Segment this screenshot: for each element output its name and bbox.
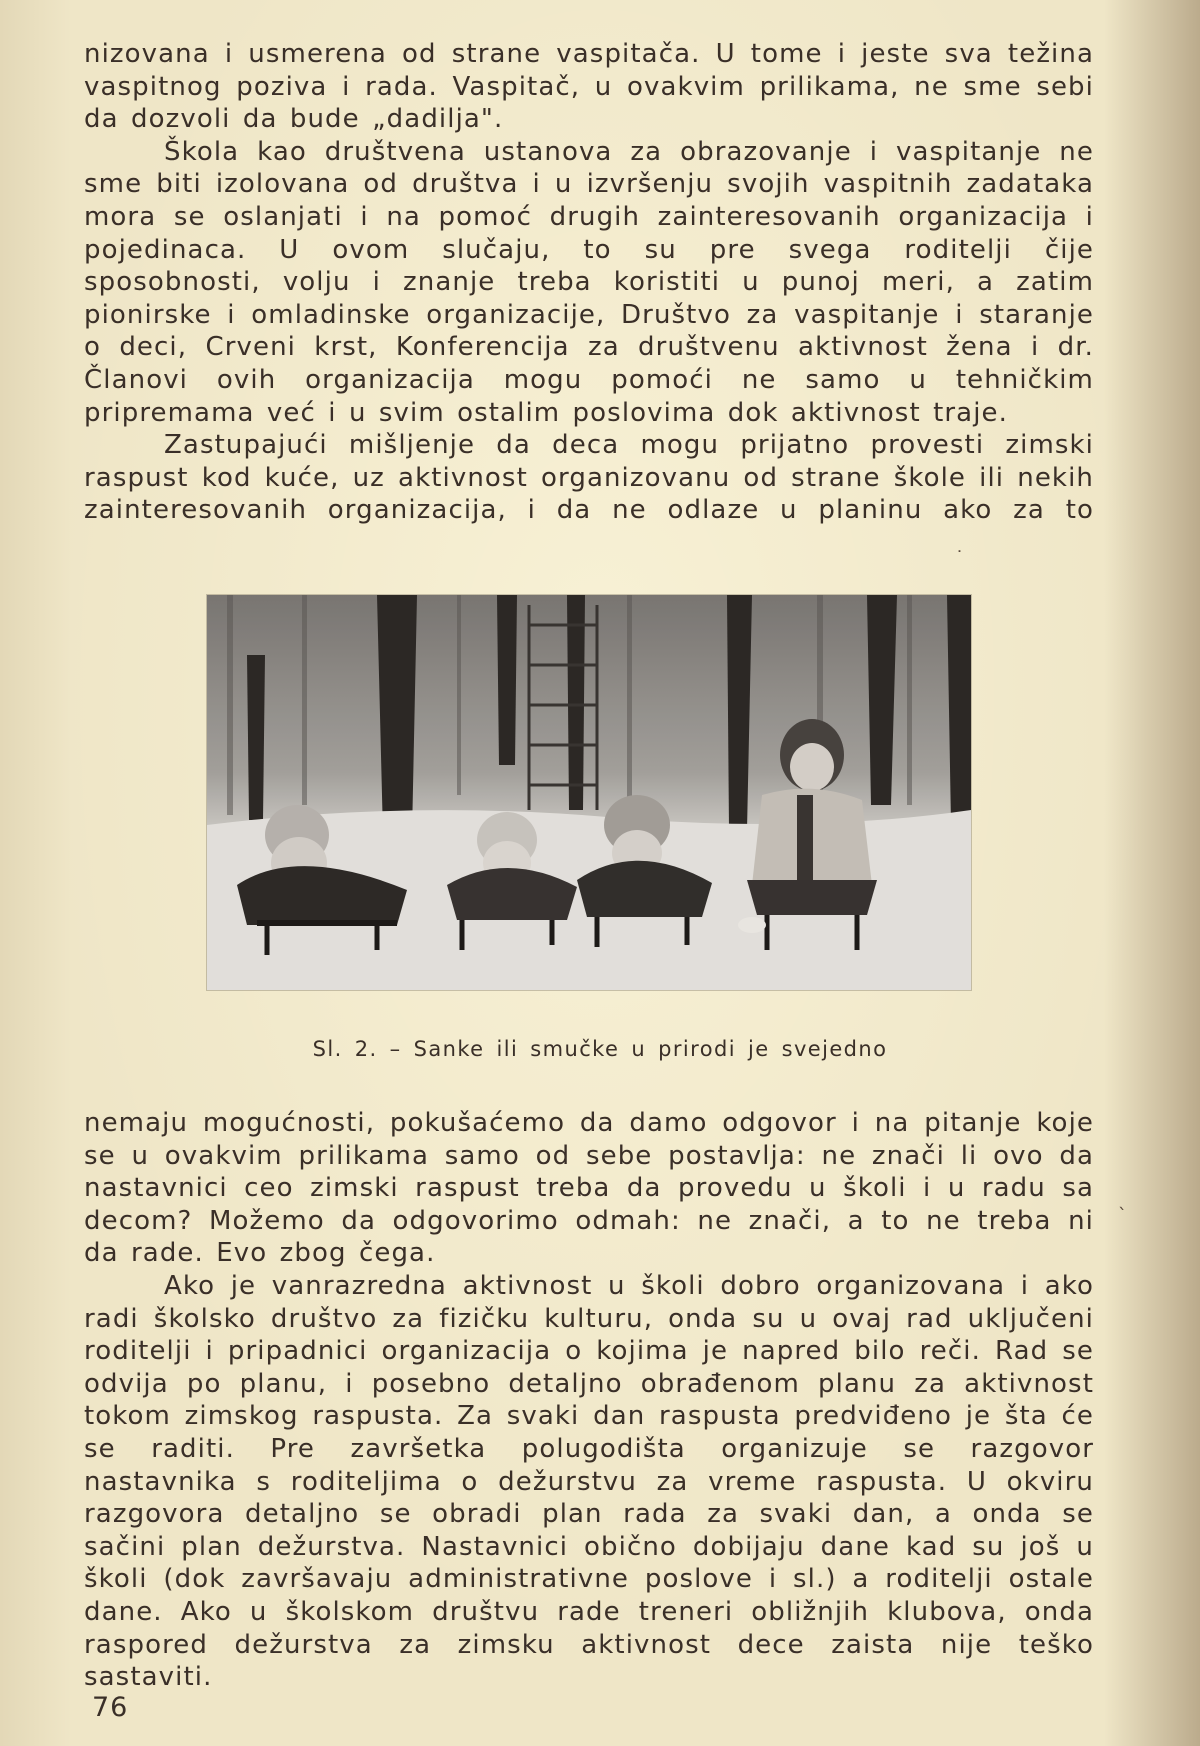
photo-children-sledding [207, 595, 971, 990]
page-number: 76 [92, 1692, 129, 1723]
paragraph: nizovana i usmerena od strane vaspitača. U tome i jeste sva težina vaspitnog poziva i rada. Vaspitač, u ovakvim prilikama, ne sme sebi da dozvoli da bude „dadilja". [84, 39, 1094, 135]
paragraph: nemaju mogućnosti, pokušaćemo da damo odgovor i na pitanje koje se u ovakvim prilikama samo od sebe postavlja: ne znači li ovo da nastavnici ceo zimski raspust treba da provedu u školi i u radu sa decom? Možemo da odgovorimo odmah: ne znači, a to ne treba ni da rade. Evo zbog čega. [84, 1108, 1094, 1269]
text-column-bottom [84, 1107, 1094, 1694]
figure-caption: Sl. 2. – Sanke ili smučke u prirodi je svejedno [312, 1037, 888, 1061]
text-column-top [84, 38, 1094, 527]
paragraph: Zastupajući mišljenje da deca mogu prijatno provesti zimski raspust kod kuće, uz aktivnost organizovanu od strane škole ili nekih zainteresovanih organizacija, i da ne odlaze u planinu ako za to [84, 430, 1094, 526]
paragraph: Ako je vanrazredna aktivnost u školi dobro organizovana i ako radi školsko društvo za fizičku kulturu, onda su u ovaj rad uključeni roditelji i pripadnici organizacija o kojima je napred bilo reči. Rad se odvija po planu, i posebno detaljno obrađenom planu za aktivnost tokom zimskog raspusta. Za svaki dan raspusta predviđeno je šta će se raditi. Pre završetka polugodišta organizuje se razgovor nastavnika s roditeljima o dežurstvu za vreme raspusta. U okviru razgovora detaljno se obradi plan rada za svaki dan, a onda se sačini plan dežurstva. Nastavnici obično dobijaju dane kad su još u školi (dok završavaju administrativne poslove i sl.) a roditelji ostale dane. Ako u školskom društvu rade treneri obližnjih klubova, onda raspored dežurstva za zimsku aktivnost dece zaista nije teško sastaviti. [84, 1270, 1094, 1693]
paragraph: Škola kao društvena ustanova za obrazovanje i vaspitanje ne sme biti izolovana od društva i u izvršenju svojih vaspitnih zadataka mora se oslanjati i na pomoć drugih zainteresovanih organizacija i pojedinaca. U ovom slučaju, to su pre svega roditelji čije sposobnosti, volju i znanje treba koristiti u punoj meri, a zatim pionirske i omladinske organizacije, Društvo za vaspitanje i staranje o deci, Crveni krst, Konferencija za društvenu aktivnost žena i dr. Članovi ovih organizacija mogu pomoći ne samo u tehničkim pripremama već i u svim ostalim poslovima dok aktivnost traje. [84, 136, 1094, 428]
print-speck: ˋ [1118, 1205, 1127, 1226]
print-speck: ˙ [955, 548, 964, 569]
